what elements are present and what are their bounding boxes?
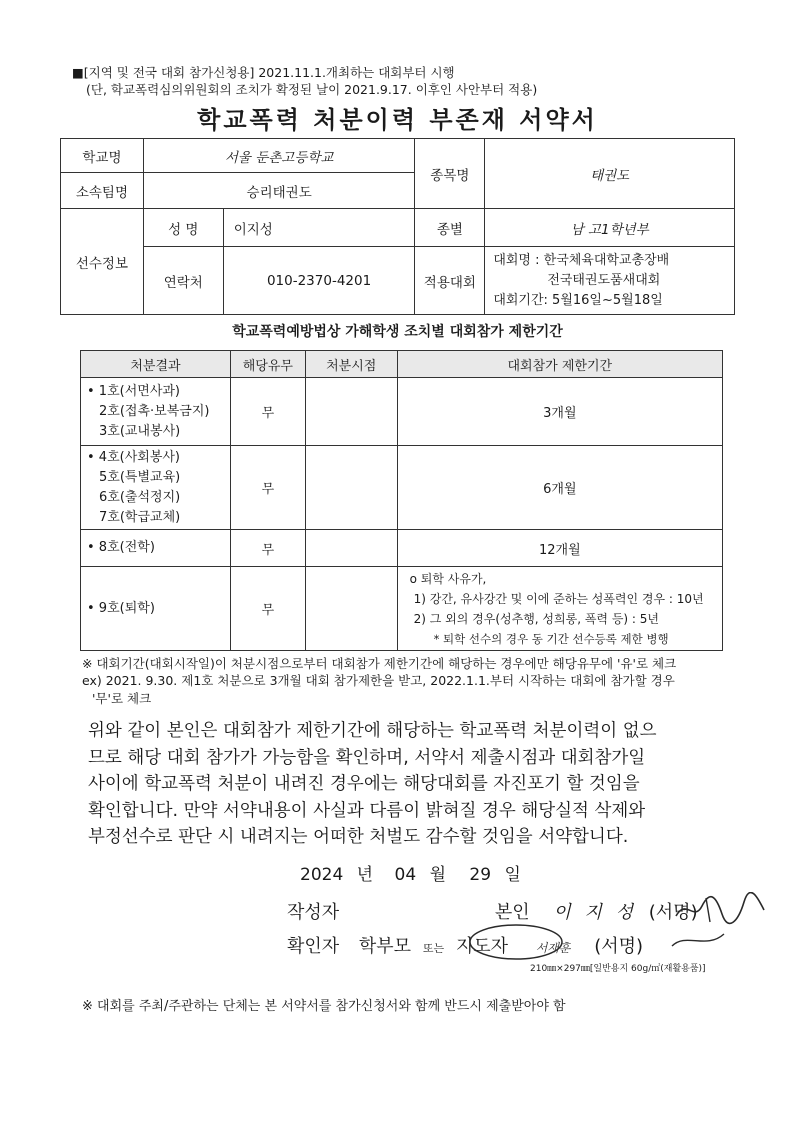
confirmer-label: 확인자: [287, 936, 340, 957]
coach-circle-mark: [466, 922, 566, 964]
writer-label: 작성자: [287, 902, 340, 923]
table-row: [81, 530, 723, 567]
player-info-label: 선수정보: [61, 209, 144, 315]
event-name-line1: 대회명 : 한국체육대학교총장배: [493, 252, 670, 268]
team-value: 승리태권도: [143, 173, 415, 209]
date-year-unit: 년: [356, 865, 374, 885]
table-row: [81, 567, 723, 651]
period-cell: 3개월: [397, 378, 722, 446]
applicant-info-table: [60, 138, 735, 315]
document-title: 학교폭력 처분이력 부존재 서약서: [197, 106, 598, 134]
pledge-line: 사이에 학교폭력 처분이 내려진 경우에는 해당대회를 자진포기 할 것임을: [88, 774, 640, 794]
table-row: [81, 378, 723, 446]
date-day: 29: [469, 865, 492, 885]
event-period: 대회기간: 5월16일~5월18일: [493, 292, 663, 308]
result-cell: [81, 567, 231, 651]
pledge-line: 므로 해당 대회 참가가 가능함을 확인하며, 서약서 제출시점과 대회참가일: [88, 747, 646, 768]
result-line: 6호(출석정지): [99, 489, 181, 505]
parent-label: 학부모: [358, 936, 412, 957]
event-info: [485, 247, 735, 315]
col-header-period: 대회참가 제한기간: [397, 351, 722, 378]
note-line-1: ※ 대회기간(대회시작일)이 처분시점으로부터 대회참가 제한기간에 해당하는 경우에만 해당유무에 '유'로 체크: [82, 656, 677, 671]
name-label: 성 명: [143, 209, 223, 247]
event-label: 적용대회: [415, 247, 485, 315]
col-header-time: 처분시점: [305, 351, 397, 378]
result-line: 7호(학급교체): [99, 509, 181, 525]
result-cell: [81, 530, 231, 567]
school-label: 학교명: [61, 139, 144, 173]
header-line-1: ■[지역 및 전국 대회 참가신청용] 2021.11.1.개최하는 대회부터 시행: [72, 65, 455, 80]
result-cell: [81, 378, 231, 446]
expulsion-line: o 퇴학 사유가,: [409, 571, 487, 586]
school-value: 서울 둔촌고등학교: [143, 139, 415, 173]
event-name-line2: 전국태권도품새대회: [547, 272, 661, 288]
time-cell: [305, 378, 397, 446]
note-line-3: '무'로 체크: [92, 691, 152, 706]
or-label: 또는: [422, 942, 445, 955]
date-month: 04: [394, 865, 417, 885]
date-month-unit: 월: [429, 865, 446, 885]
time-cell: [305, 530, 397, 567]
period-cell: 6개월: [397, 446, 722, 530]
expulsion-line: 1) 강간, 유사강간 및 이에 준하는 성폭력인 경우 : 10년: [413, 591, 704, 606]
sport-label: 종목명: [415, 139, 485, 209]
col-header-result: 처분결과: [81, 351, 231, 378]
time-cell: [305, 446, 397, 530]
pledge-paragraph: [88, 718, 728, 851]
division-label: 종별: [415, 209, 485, 247]
expulsion-line: * 퇴학 선수의 경우 동 기간 선수등록 제한 병행: [433, 631, 669, 646]
applicable-cell: 무: [230, 530, 305, 567]
sign-strike-mark: [668, 928, 728, 952]
result-line: 3호(교내봉사): [99, 423, 181, 439]
pledge-line: 위와 같이 본인은 대회참가 제한기간에 해당하는 학교폭력 처분이력이 없으: [88, 721, 657, 741]
pledge-date: [300, 860, 521, 885]
period-cell: [397, 567, 722, 651]
time-cell: [305, 567, 397, 651]
restriction-table: [80, 350, 723, 651]
result-line: 5호(특별교육): [99, 469, 181, 485]
restriction-subtitle: 학교폭력예방법상 가해학생 조치별 대회참가 제한기간: [232, 324, 563, 340]
footer-note: ※ 대회를 주최/주관하는 단체는 본 서약서를 참가신청서와 함께 반드시 제출받아야 함: [82, 999, 566, 1014]
applicable-cell: 무: [230, 378, 305, 446]
result-line: • 8호(전학): [87, 540, 155, 555]
writer-signature-line: [287, 898, 698, 924]
coach-sign: 서재훈: [535, 941, 571, 955]
col-header-applicable: 해당유무: [230, 351, 305, 378]
division-value: 남 고1학년부: [485, 209, 735, 247]
pledge-line: 확인합니다. 만약 서약내용이 사실과 다름이 밝혀질 경우 해당실적 삭제와: [88, 800, 646, 821]
note-line-2: ex) 2021. 9.30. 제1호 처분으로 3개월 대회 참가제한을 받고, 2022.1.1.부터 시작하는 대회에 참가할 경우: [82, 673, 675, 688]
result-line: 2호(접촉·보복금지): [99, 403, 210, 419]
sign-label-2: (서명): [594, 936, 644, 957]
result-line: • 4호(사회봉사): [87, 449, 181, 465]
sport-value: 태권도: [485, 139, 735, 209]
handwritten-signature-1: [672, 892, 768, 928]
team-label: 소속팀명: [61, 173, 144, 209]
self-label: 본인: [494, 902, 530, 923]
name-value: 이지성: [223, 209, 415, 247]
applicable-cell: 무: [230, 567, 305, 651]
result-cell: [81, 446, 231, 530]
date-day-unit: 일: [504, 865, 521, 885]
sign-label: (서명): [648, 902, 698, 923]
contact-label: 연락처: [143, 247, 223, 315]
pledge-line: 부정선수로 판단 시 내려지는 어떠한 처벌도 감수할 것임을 서약합니다.: [88, 827, 629, 847]
header-line-2: (단, 학교폭력심의위원회의 조치가 확정된 날이 2021.9.17. 이후인 사안부터 적용): [86, 82, 538, 97]
expulsion-line: 2) 그 외의 경우(성추행, 성희롱, 폭력 등) : 5년: [413, 611, 659, 626]
applicable-cell: 무: [230, 446, 305, 530]
result-line: • 9호(퇴학): [87, 600, 155, 616]
period-cell: 12개월: [397, 530, 722, 567]
paper-spec: 210㎜×297㎜[일반용지 60g/㎡(재활용품)]: [530, 964, 706, 974]
result-line: • 1호(서면사과): [87, 383, 181, 399]
contact-value: 010-2370-4201: [223, 247, 415, 315]
table-row: [81, 446, 723, 530]
self-name: 이 지 성: [553, 902, 638, 923]
date-year: 2024: [300, 865, 344, 885]
coach-label: 지도자: [455, 936, 508, 957]
